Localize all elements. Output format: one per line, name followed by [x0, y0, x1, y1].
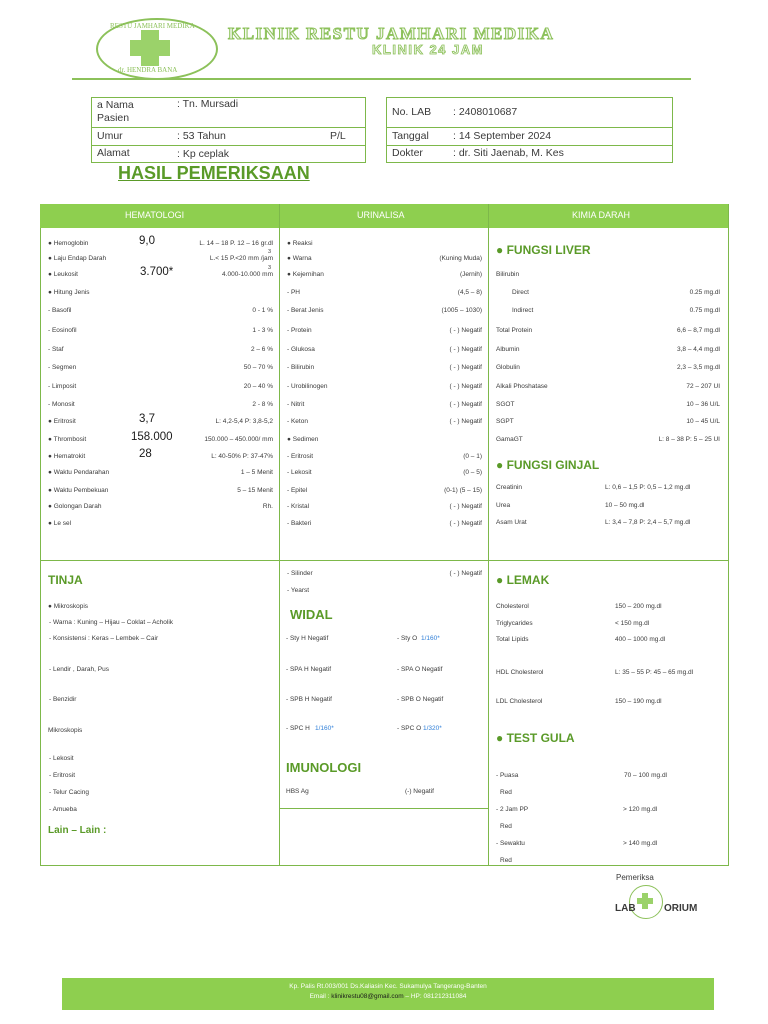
liver-label: Albumin [496, 346, 520, 353]
widal-left-value: 1/160* [315, 725, 334, 732]
lemak-title: ● LEMAK [496, 573, 550, 587]
column-urinalisa: URINALISA [357, 210, 405, 220]
hematologi-label: - Basofil [48, 307, 72, 314]
hematologi-ref: 2 – 6 % [250, 346, 273, 353]
hematologi-label: - Staf [48, 346, 64, 353]
liver-label: Bilirubin [496, 271, 520, 278]
urinalisa-label: - Keton [287, 418, 308, 425]
tinja-title: TINJA [48, 573, 83, 587]
widal-right-value: 1/160* [421, 635, 440, 642]
urinalisa-ref: ( - ) Negatif [449, 570, 482, 577]
column-hematologi: HEMATOLOGI [125, 210, 185, 220]
hematologi-ref: L: 4,2-5,4 P: 3,8-5,2 [215, 418, 273, 425]
liver-label: Alkali Phoshatase [496, 383, 548, 390]
liver-ref: 10 – 36 U/L [686, 401, 720, 408]
hematologi-label: - Segmen [48, 364, 77, 371]
urinalisa-ref: ( - ) Negatif [449, 401, 482, 408]
urinalisa-ref: ( - ) Negatif [449, 364, 482, 371]
patient-name-label: a Nama Pasien [97, 99, 134, 124]
liver-ref: 0.75 mg.dl [689, 307, 720, 314]
page-title: HASIL PEMERIKSAAN [118, 163, 310, 183]
lemak-ref: L: 35 – 55 P: 45 – 65 mg.dl [615, 669, 694, 676]
urinalisa-ref: (0 – 5) [463, 469, 482, 476]
hematologi-label: ● Leukosit [48, 271, 78, 278]
lemak-label: Cholesterol [496, 603, 529, 610]
footer-address: Kp. Palis Rt.003/001 Ds.Kaliasin Kec. Sukamulya Tangerang-Banten [289, 983, 487, 990]
urinalisa-ref: (0 – 1) [463, 453, 482, 460]
gula-ref: > 140 mg.dl [623, 840, 658, 847]
widal-title: WIDAL [290, 607, 333, 622]
widal-left: - SPB H Negatif [286, 696, 332, 703]
patient-address-label: Alamat [97, 147, 130, 159]
hematologi-label: ● Waktu Pendarahan [48, 469, 110, 476]
urinalisa-ref: (1005 – 1030) [441, 307, 482, 314]
lain-lain-label: Lain – Lain : [48, 825, 107, 836]
liver-ref: 10 – 45 U/L [686, 418, 720, 425]
hematologi-ref: L. 14 – 18 P. 12 – 16 gr.dl [199, 240, 273, 247]
fungsi-ginjal-title: ● FUNGSI GINJAL [496, 458, 600, 472]
urinalisa-label: ● Kejernihan [287, 271, 324, 278]
hematologi-label: ● Golongan Darah [48, 503, 102, 510]
liver-label: Total Protein [496, 327, 533, 334]
urinalisa-label: ● Sedimen [287, 436, 319, 443]
urinalisa-ref: ( - ) Negatif [449, 520, 482, 527]
ginjal-ref: L: 0,6 – 1,5 P: 0,5 – 1,2 mg.dl [605, 484, 691, 491]
urinalisa-ref: ( - ) Negatif [449, 503, 482, 510]
patient-age-value: : 53 Tahun [177, 130, 226, 142]
urinalisa-label: - Urobilinogen [287, 383, 328, 390]
urinalisa-ref: (Jernih) [459, 271, 482, 278]
urinalisa-label: - PH [287, 289, 300, 296]
doctor-value: : dr. Siti Jaenab, M. Kes [453, 147, 564, 159]
hematologi-label: ● Thrombosit [48, 436, 87, 443]
urinalisa-ref: ( - ) Negatif [449, 383, 482, 390]
urinalisa-label: - Nitrit [287, 401, 305, 408]
urinalisa-label: ● Reaksi [287, 240, 313, 247]
hematologi-ref: 0 - 1 % [252, 307, 273, 314]
urinalisa-label: - Epitel [287, 487, 308, 494]
lemak-label: HDL Cholesterol [496, 669, 544, 676]
hematologi-ref: 20 – 40 % [243, 383, 273, 390]
liver-ref: 72 – 207 UI [686, 383, 720, 390]
hbs-ag-label: HBS Ag [286, 788, 309, 795]
gula-label: - Sewaktu [496, 840, 525, 847]
column-kimia-darah: KIMIA DARAH [572, 210, 631, 220]
lab-label-right: ORIUM [664, 903, 698, 914]
liver-ref: L: 8 – 38 P: 5 – 25 UI [658, 436, 720, 443]
urinalisa-label: - Eritrosit [287, 453, 313, 460]
tinja-item: - Konsistensi : Keras – Lembek – Cair [49, 635, 159, 642]
hematologi-ref: 50 – 70 % [243, 364, 273, 371]
gula-label: Red [500, 789, 512, 796]
liver-ref: 2,3 – 3,5 mg.dl [677, 364, 720, 371]
urinalisa-label: - Bakteri [287, 520, 312, 527]
patient-name-value: : Tn. Mursadi [177, 98, 239, 110]
liver-label: SGPT [496, 418, 514, 425]
urinalisa-label: - Bilirubin [287, 364, 315, 371]
hematologi-label: - Monosit [48, 401, 75, 408]
urinalisa-label: - Kristal [287, 503, 310, 510]
hbs-ag-value: (-) Negatif [405, 788, 434, 795]
hematologi-ref-sup: 3 [268, 265, 272, 271]
gula-label: Red [500, 823, 512, 830]
lab-number-value: : 2408010687 [453, 106, 518, 118]
tinja-item: - Telur Cacing [49, 789, 89, 796]
hematologi-value: 158.000 [131, 431, 173, 443]
tinja-item: - Eritrosit [49, 772, 75, 779]
liver-label: Globulin [496, 364, 520, 371]
logo-text-bottom: dr. HENDRA BANA [118, 66, 178, 74]
footer-phone: – HP: 081212311084 [403, 993, 467, 1000]
tinja-item: - Lekosit [49, 755, 74, 762]
fungsi-liver-title: ● FUNGSI LIVER [496, 243, 591, 257]
widal-left: - SPA H Negatif [286, 666, 332, 673]
ginjal-ref: 10 – 50 mg.dl [605, 502, 645, 509]
hematologi-ref: 1 - 3 % [252, 327, 273, 334]
lemak-label: LDL Cholesterol [496, 698, 543, 705]
hematologi-ref: 5 – 15 Menit [237, 487, 273, 494]
hematologi-value: 3.700* [140, 266, 174, 278]
imunologi-title: IMUNOLOGI [286, 760, 362, 775]
widal-left: - SPC H [286, 725, 310, 732]
urinalisa-label: - Silinder [287, 570, 313, 577]
hematologi-ref: L.< 15 P.<20 mm /jam [209, 255, 273, 262]
hematologi-label: - Eosinofil [48, 327, 77, 334]
hematologi-value: 9,0 [139, 235, 155, 247]
hematologi-ref: 150.000 – 450.000/ mm [204, 436, 273, 443]
urinalisa-label: - Protein [287, 327, 312, 334]
date-value: : 14 September 2024 [453, 130, 552, 142]
liver-label: GamaGT [496, 436, 523, 443]
urinalisa-ref: (0-1) (5 – 15) [444, 487, 482, 494]
tinja-item: ● Mikroskopis [48, 603, 89, 610]
gula-label: Red [500, 857, 512, 864]
urinalisa-label: - Glukosa [287, 346, 315, 353]
hematologi-value: 28 [139, 448, 152, 460]
hematologi-label: ● Hematrokit [48, 453, 86, 460]
gula-ref: 70 – 100 mg.dl [624, 772, 668, 779]
lab-label-left: LAB [615, 903, 636, 914]
footer-contact [62, 993, 714, 1000]
ginjal-label: Asam Urat [496, 519, 527, 526]
results-table [40, 204, 729, 866]
liver-ref: 3,8 – 4,4 mg.dl [677, 346, 720, 353]
hematologi-label: ● Hemoglobin [48, 240, 89, 247]
clinic-name: KLINIK RESTU JAMHARI MEDIKA [228, 24, 555, 43]
patient-address-value: : Kp ceplak [177, 148, 229, 160]
patient-sex-label: P/L [330, 130, 346, 142]
lemak-label: Total Lipids [496, 636, 529, 643]
urinalisa-label: - Berat Jenis [287, 307, 324, 314]
hematologi-label: ● Hitung Jenis [48, 289, 90, 296]
doctor-label: Dokter [392, 147, 423, 159]
tinja-item: - Lendir , Darah, Pus [49, 666, 109, 673]
hematologi-label: ● Laju Endap Darah [48, 255, 107, 262]
ginjal-label: Creatinin [496, 484, 523, 491]
urinalisa-label: ● Warna [287, 255, 312, 262]
ginjal-label: Urea [496, 502, 511, 509]
hematologi-ref-sup: 3 [268, 249, 272, 255]
hematologi-label: ● Le sel [48, 520, 72, 527]
widal-left: - Sty H Negatif [286, 635, 329, 642]
hematologi-label: - Limposit [48, 383, 77, 390]
urinalisa-ref: (4,5 – 8) [457, 289, 482, 296]
gula-label: - Puasa [496, 772, 519, 779]
widal-right: - SPC O [397, 725, 422, 732]
hematologi-ref: 1 – 5 Menit [240, 469, 273, 476]
ginjal-ref: L: 3,4 – 7,8 P: 2,4 – 5,7 mg.dl [605, 519, 691, 526]
gula-ref: > 120 mg.dl [623, 806, 658, 813]
urinalisa-label: - Lekosit [287, 469, 312, 476]
hematologi-label: ● Eritrosit [48, 418, 76, 425]
widal-right: - SPA O Negatif [397, 666, 443, 673]
liver-label: SGOT [496, 401, 515, 408]
examiner-label: Pemeriksa [616, 873, 654, 882]
lemak-ref: 150 – 200 mg.dl [615, 603, 662, 610]
liver-ref: 0.25 mg.dl [689, 289, 720, 296]
footer-email[interactable]: klinikrestu08@gmail.com [331, 993, 404, 1000]
footer-email-label: Email : [309, 993, 332, 1000]
hematologi-value: 3,7 [139, 413, 155, 425]
tinja-item: - Warna : Kuning – Hijau – Coklat – Acholik [49, 619, 174, 626]
urinalisa-ref: ( - ) Negatif [449, 418, 482, 425]
widal-right: - Sty O [397, 635, 418, 642]
widal-right: - SPB O Negatif [397, 696, 444, 703]
hematologi-label: ● Waktu Pembekuan [48, 487, 109, 494]
liver-label: Indirect [512, 307, 534, 314]
lemak-label: Triglycarides [496, 620, 533, 627]
hematologi-ref: 4.000-10.000 mm [222, 271, 273, 278]
urinalisa-ref: ( - ) Negatif [449, 346, 482, 353]
logo-text-top: RESTU JAMHARI MEDIKA [110, 22, 195, 30]
liver-label: Direct [512, 289, 529, 296]
widal-right-value: 1/320* [423, 725, 442, 732]
gula-label: - 2 Jam PP [496, 806, 529, 813]
urinalisa-label: - Yearst [287, 587, 310, 594]
urinalisa-ref: (Kuning Muda) [439, 255, 482, 262]
hematologi-ref: 2 - 8 % [252, 401, 273, 408]
lemak-ref: < 150 mg.dl [615, 620, 650, 627]
lemak-ref: 400 – 1000 mg.dl [615, 636, 666, 643]
clinic-subtitle: KLINIK 24 JAM [372, 42, 484, 57]
tinja-item: - Amueba [49, 806, 77, 813]
hematologi-ref: Rh. [262, 503, 273, 510]
liver-ref: 6,6 – 8,7 mg.dl [677, 327, 720, 334]
patient-age-label: Umur [97, 130, 123, 142]
urinalisa-ref: ( - ) Negatif [449, 327, 482, 334]
header-divider [72, 78, 691, 80]
lemak-ref: 150 – 190 mg.dl [615, 698, 662, 705]
date-label: Tanggal [392, 130, 429, 142]
tinja-item: - Benzidir [49, 696, 77, 703]
lab-number-label: No. LAB [392, 106, 432, 118]
hematologi-ref: L: 40-50% P: 37-47% [211, 453, 273, 460]
test-gula-title: ● TEST GULA [496, 731, 575, 745]
tinja-item: Mikroskopis [48, 727, 83, 734]
